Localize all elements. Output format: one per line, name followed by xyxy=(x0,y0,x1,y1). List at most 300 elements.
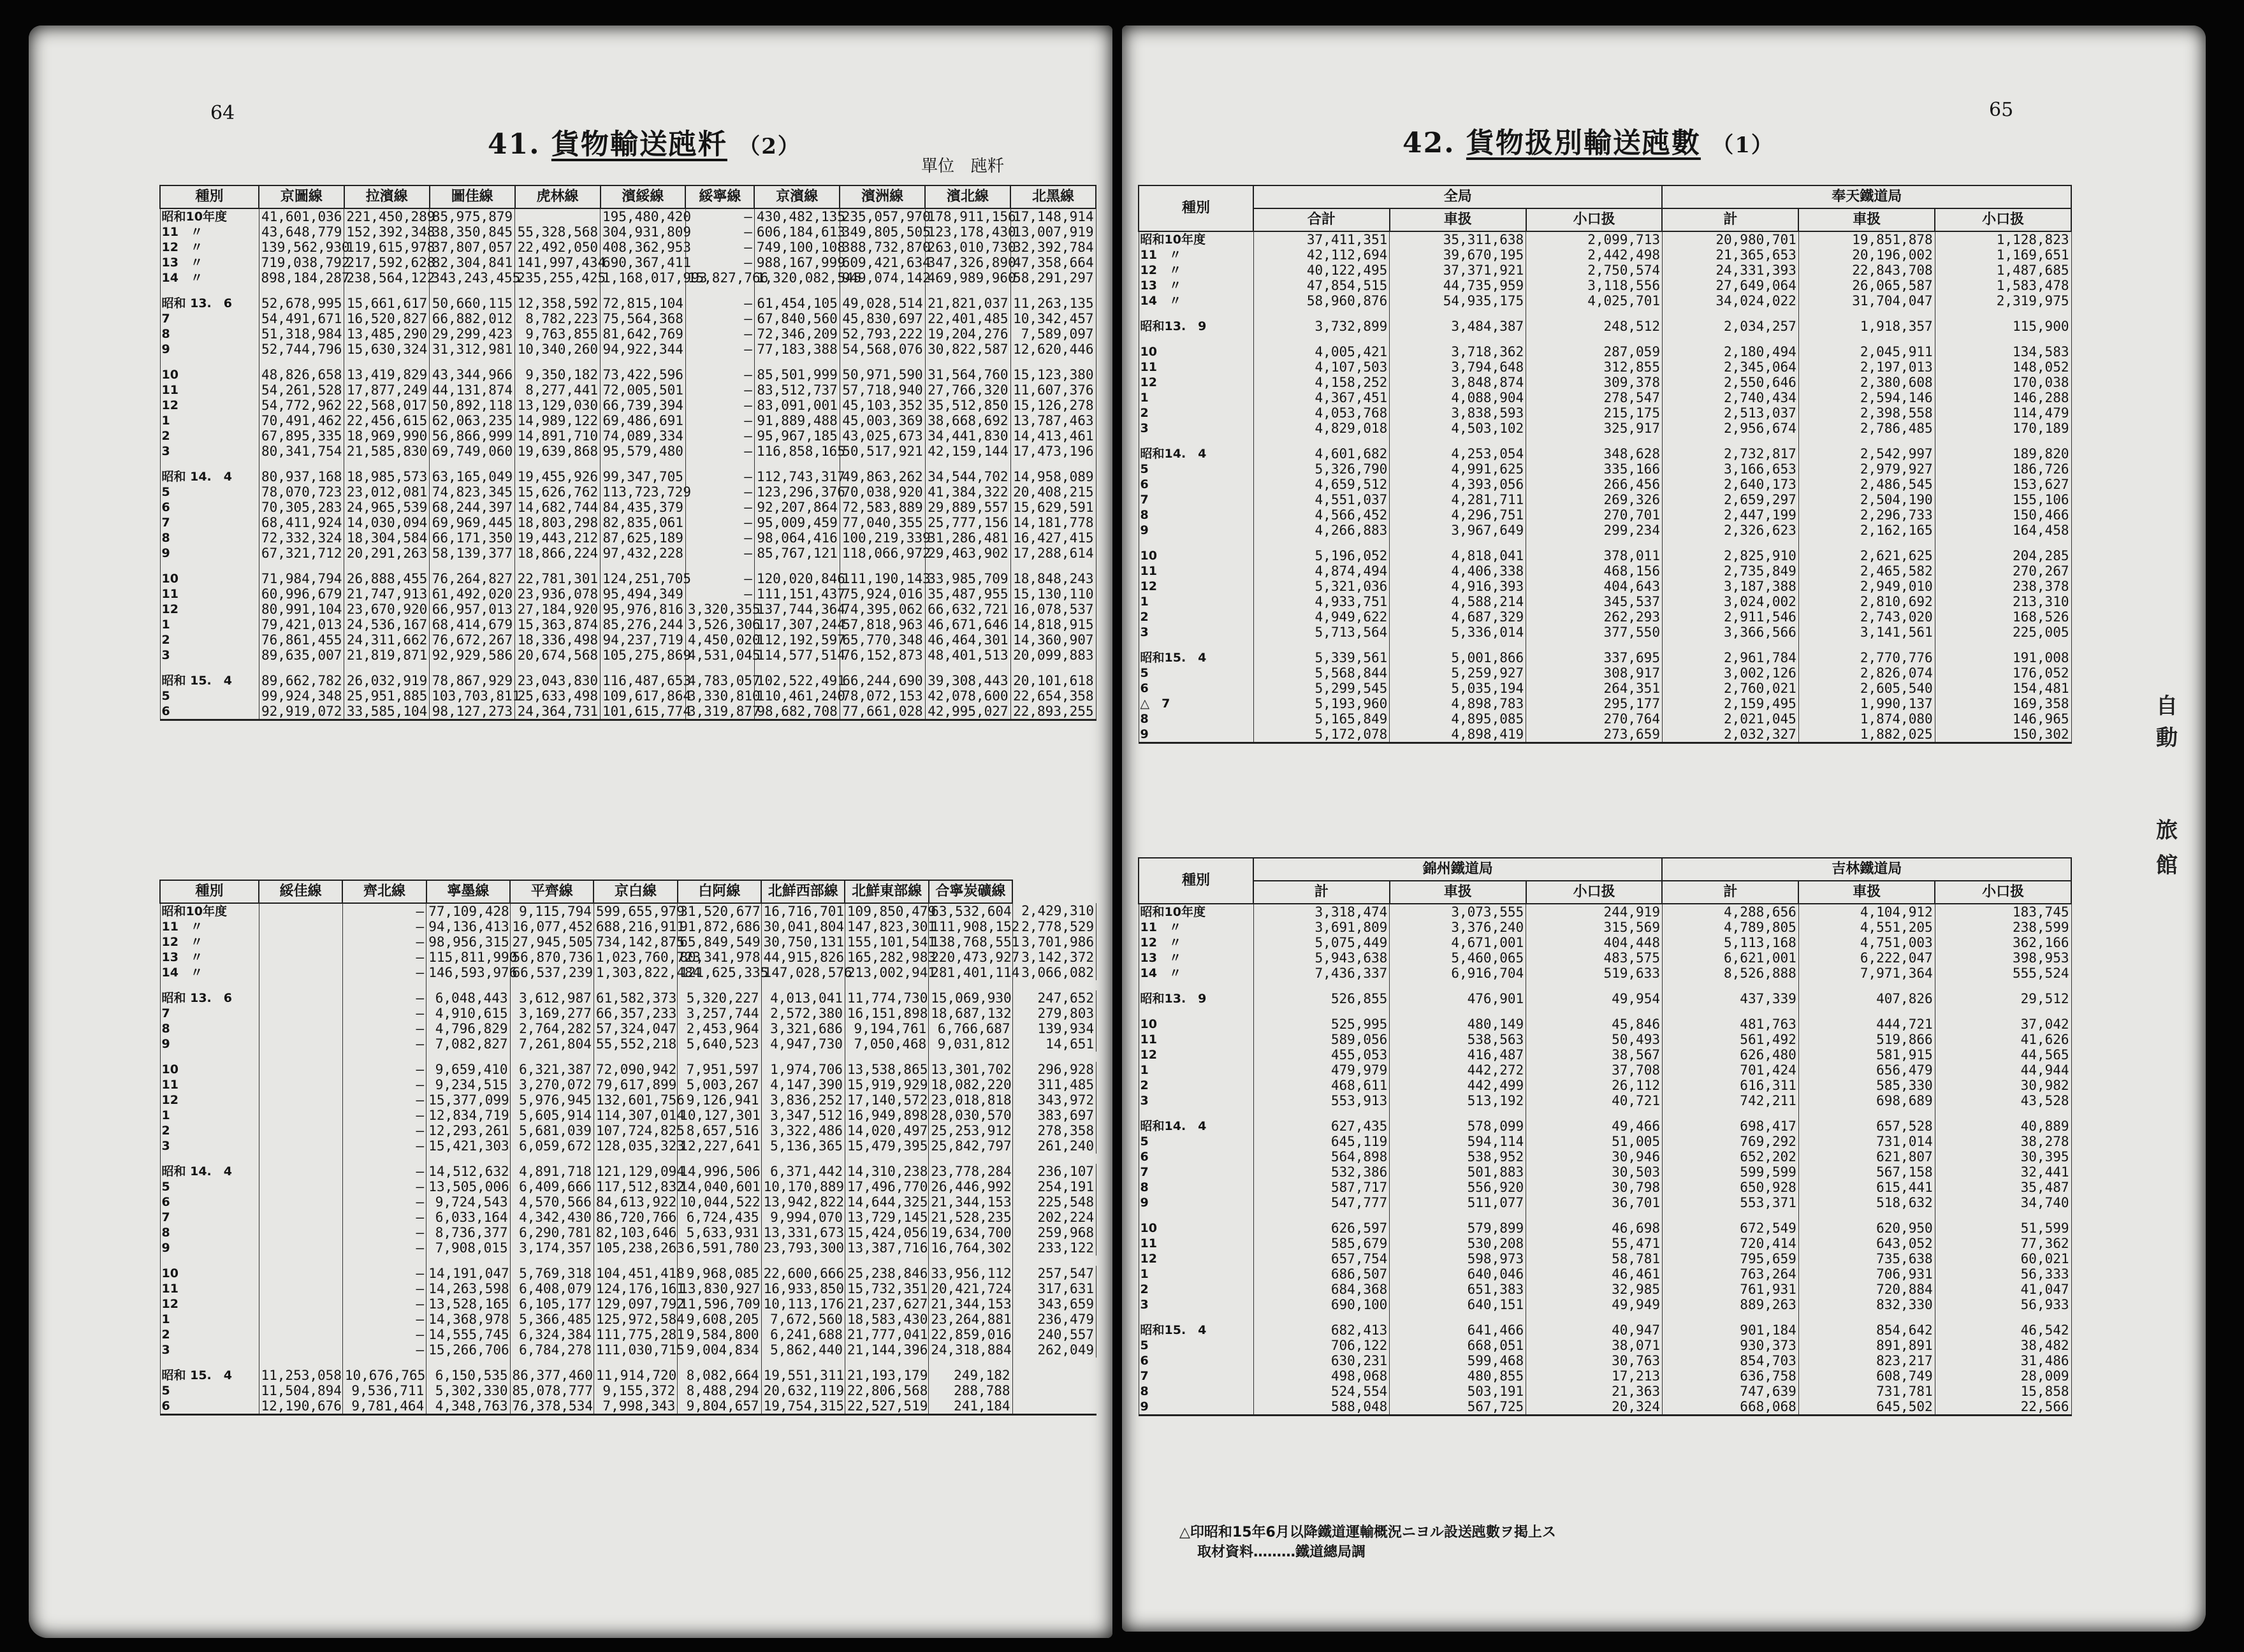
table-cell: 95,976,816 xyxy=(601,602,686,617)
table-cell: 238,599 xyxy=(1935,920,2071,935)
row-label: 8 xyxy=(1139,1180,1253,1195)
table-cell: 2,032,327 xyxy=(1662,727,1798,743)
table-cell: 4,783,057 xyxy=(685,673,754,688)
table-cell: 4,348,763 xyxy=(426,1398,510,1415)
spacer-cell xyxy=(259,1052,342,1062)
spacer-cell xyxy=(430,663,515,673)
table-cell: 641,466 xyxy=(1390,1322,1526,1338)
table-cell: 530,208 xyxy=(1390,1236,1526,1251)
table-cell: 295,177 xyxy=(1526,696,1663,711)
table-cell: 9,781,464 xyxy=(342,1398,426,1415)
row-label: 2 xyxy=(160,1327,259,1342)
table-cell: 14,310,238 xyxy=(845,1164,928,1179)
spacer-cell xyxy=(925,357,1010,367)
table-cell: 51,318,984 xyxy=(259,326,344,342)
table-cell: 34,544,702 xyxy=(925,469,1010,484)
table-cell: 147,823,301 xyxy=(845,919,928,934)
spacer-cell xyxy=(1526,640,1663,650)
table-cell: 556,920 xyxy=(1390,1180,1526,1195)
table-cell: 41,601,036 xyxy=(259,208,344,224)
table-cell: 14,360,907 xyxy=(1010,632,1096,648)
table-row xyxy=(160,515,1096,530)
table-row xyxy=(1139,681,2071,696)
table-cell: 18,687,132 xyxy=(929,1006,1012,1021)
table-cell: 20,980,701 xyxy=(1662,231,1798,247)
table-cell: 749,100,108 xyxy=(754,240,840,255)
table-cell: 95,494,349 xyxy=(601,586,686,602)
row-label: 昭和 15. 4 xyxy=(160,673,259,688)
spacer-cell xyxy=(1253,981,1390,991)
table-cell: 45,003,369 xyxy=(840,413,925,428)
spacer-cell xyxy=(426,1052,510,1062)
table-row xyxy=(1139,609,2071,625)
row-label: 昭和13. 9 xyxy=(1139,319,1253,334)
table-cell: 430,482,135 xyxy=(754,208,840,224)
row-label: 1 xyxy=(160,1312,259,1327)
table-cell: 40,947 xyxy=(1526,1322,1663,1338)
table-cell: 80,937,168 xyxy=(259,469,344,484)
table-cell: 2,778,529 xyxy=(1012,919,1096,934)
table-cell: 7,436,337 xyxy=(1253,966,1390,981)
spacer-cell xyxy=(1935,308,2071,319)
table-cell: 579,899 xyxy=(1390,1221,1526,1236)
table-cell: 6,241,688 xyxy=(761,1327,845,1342)
table-cell: 22,492,050 xyxy=(515,240,601,255)
page-number-right: 65 xyxy=(1989,99,2014,121)
table-cell: 5,640,523 xyxy=(678,1036,761,1052)
spacer-cell xyxy=(510,1154,594,1164)
table-cell: 645,119 xyxy=(1253,1134,1390,1149)
table-cell: 609,421,634 xyxy=(840,255,925,270)
table-cell: 742,211 xyxy=(1662,1093,1798,1108)
table-cell: 235,057,970 xyxy=(840,208,925,224)
spacer-cell xyxy=(1253,1312,1390,1322)
table-cell: 10,340,260 xyxy=(515,342,601,357)
table-cell: 14,191,047 xyxy=(426,1266,510,1281)
table-row xyxy=(1139,1251,2071,1266)
column-header: 合計 xyxy=(1253,208,1390,231)
table-cell: 4,898,783 xyxy=(1390,696,1526,711)
table-row xyxy=(1139,1093,2071,1108)
row-label: 8 xyxy=(1139,711,1253,727)
table-cell xyxy=(259,934,342,950)
table-cell: 107,724,825 xyxy=(594,1123,677,1138)
table-cell: 262,293 xyxy=(1526,609,1663,625)
table-cell: 5,136,365 xyxy=(761,1138,845,1154)
table-cell: 511,077 xyxy=(1390,1195,1526,1210)
table-cell: 9,994,070 xyxy=(761,1210,845,1225)
table-cell: 24,311,662 xyxy=(344,632,430,648)
row-label: 9 xyxy=(160,1240,259,1256)
table-cell: 17,213 xyxy=(1526,1368,1663,1384)
table-cell: 690,100 xyxy=(1253,1297,1390,1312)
spacer-cell xyxy=(1798,538,1935,548)
table-cell: 553,371 xyxy=(1662,1195,1798,1210)
row-label: 12 xyxy=(1139,579,1253,594)
table-cell: 72,815,104 xyxy=(601,296,686,311)
row-label: 2 xyxy=(160,1123,259,1138)
row-label: 昭和15. 4 xyxy=(1139,650,1253,665)
table-cell: 73,422,596 xyxy=(601,367,686,382)
table-cell: 309,378 xyxy=(1526,375,1663,390)
table-cell: 720,884 xyxy=(1798,1282,1935,1297)
table-cell: 3,024,002 xyxy=(1662,594,1798,609)
spacer-cell xyxy=(515,561,601,571)
table-cell: 111,030,715 xyxy=(594,1342,677,1358)
table-cell: 95,579,480 xyxy=(601,444,686,459)
table-cell: 49,028,514 xyxy=(840,296,925,311)
table-cell: 30,982 xyxy=(1935,1078,2071,1093)
table-cell: 76,264,827 xyxy=(430,571,515,586)
table-cell: 92,919,072 xyxy=(259,704,344,720)
table-cell xyxy=(259,1312,342,1327)
table-cell: — xyxy=(685,240,754,255)
table-cell: 398,953 xyxy=(1935,950,2071,966)
spacer-cell xyxy=(594,1154,677,1164)
spacer-cell xyxy=(160,1154,259,1164)
spacer-cell xyxy=(840,561,925,571)
table-cell: 18,336,498 xyxy=(515,632,601,648)
table-cell: 538,952 xyxy=(1390,1149,1526,1164)
table-cell: 335,166 xyxy=(1526,461,1663,477)
table-cell: 6,371,442 xyxy=(761,1164,845,1179)
table-cell: 29,299,423 xyxy=(430,326,515,342)
table-cell: 37,371,921 xyxy=(1390,263,1526,278)
column-header: 虎林線 xyxy=(515,185,601,208)
table-cell: 5,259,927 xyxy=(1390,665,1526,681)
spacer-cell xyxy=(594,1052,677,1062)
table-cell: 236,479 xyxy=(1012,1312,1096,1327)
table-cell: 17,473,196 xyxy=(1010,444,1096,459)
table-cell: 115,811,990 xyxy=(426,950,510,965)
table-cell: 5,460,065 xyxy=(1390,950,1526,966)
table-cell: 38,668,692 xyxy=(925,413,1010,428)
table-cell: 1,023,760,723 xyxy=(594,950,677,965)
spacer-cell xyxy=(1935,640,2071,650)
table-cell: 587,717 xyxy=(1253,1180,1390,1195)
table-cell: 11,263,135 xyxy=(1010,296,1096,311)
table-cell: 128,035,323 xyxy=(594,1138,677,1154)
spacer-cell xyxy=(426,1358,510,1368)
row-label: 11 xyxy=(1139,563,1253,579)
row-label: 11 xyxy=(1139,1236,1253,1251)
table-cell: — xyxy=(342,1210,426,1225)
table-cell: 4,147,390 xyxy=(761,1077,845,1092)
table-row xyxy=(160,1164,1096,1179)
table-cell: 3,118,556 xyxy=(1526,278,1663,293)
table-row xyxy=(160,1240,1096,1256)
table-cell: 30,798 xyxy=(1526,1180,1663,1195)
table-cell: 1,874,080 xyxy=(1798,711,1935,727)
table-cell: 15,421,303 xyxy=(426,1138,510,1154)
table-cell: 5,862,440 xyxy=(761,1342,845,1358)
table-cell: 769,292 xyxy=(1662,1134,1798,1149)
row-label: 9 xyxy=(160,342,259,357)
table-cell: 20,408,215 xyxy=(1010,484,1096,500)
table-cell: 640,046 xyxy=(1390,1266,1526,1282)
spacer-cell xyxy=(515,459,601,469)
table-cell: 325,917 xyxy=(1526,421,1663,436)
table-cell: 15,626,762 xyxy=(515,484,601,500)
table-cell: 4,898,419 xyxy=(1390,727,1526,743)
table-cell: 80,341,754 xyxy=(259,444,344,459)
table-cell: — xyxy=(342,1092,426,1108)
table-cell: 18,985,573 xyxy=(344,469,430,484)
spacer-cell xyxy=(1526,538,1663,548)
table-cell: 2,453,964 xyxy=(678,1021,761,1036)
table-cell xyxy=(259,1240,342,1256)
table-cell: 13,729,145 xyxy=(845,1210,928,1225)
table-cell: 20,291,263 xyxy=(344,546,430,561)
table-cell: 889,263 xyxy=(1662,1297,1798,1312)
table-cell: 17,288,614 xyxy=(1010,546,1096,561)
table-cell: 34,441,830 xyxy=(925,428,1010,444)
spacer-cell xyxy=(342,980,426,990)
spacer-cell xyxy=(1253,1006,1390,1017)
table-cell: 3,321,686 xyxy=(761,1021,845,1036)
table-cell: 21,365,653 xyxy=(1662,247,1798,263)
table-cell: 220,473,927 xyxy=(929,950,1012,965)
table-cell: 13,129,030 xyxy=(515,398,601,413)
row-label: 11 〃 xyxy=(1139,247,1253,263)
table-cell: 257,547 xyxy=(1012,1266,1096,1281)
table-row xyxy=(160,648,1096,663)
table-cell: 383,697 xyxy=(1012,1108,1096,1123)
table-cell: 13,787,463 xyxy=(1010,413,1096,428)
table-cell: 84,613,922 xyxy=(594,1194,677,1210)
title-number: 41. xyxy=(488,128,541,161)
table-cell: 4,406,338 xyxy=(1390,563,1526,579)
table-row xyxy=(1139,446,2071,461)
column-header: 北鮮東部線 xyxy=(845,880,928,903)
spacer-cell xyxy=(845,1358,928,1368)
table-cell: 5,339,561 xyxy=(1253,650,1390,665)
spacer-cell xyxy=(1662,1108,1798,1119)
table-cell: 735,638 xyxy=(1798,1251,1935,1266)
table-cell: 45,103,352 xyxy=(840,398,925,413)
table-cell: 38,350,845 xyxy=(430,224,515,240)
table-cell: — xyxy=(342,1138,426,1154)
table-cell: 688,216,911 xyxy=(594,919,677,934)
table-cell: 80,991,104 xyxy=(259,602,344,617)
table-cell: 52,678,995 xyxy=(259,296,344,311)
table-cell: 16,427,415 xyxy=(1010,530,1096,546)
spacer-cell xyxy=(1390,640,1526,650)
table-cell: 2,605,540 xyxy=(1798,681,1935,696)
row-label: 1 xyxy=(160,617,259,632)
table-cell: 5,193,960 xyxy=(1253,696,1390,711)
table-cell: 50,660,115 xyxy=(430,296,515,311)
spacer-cell xyxy=(929,1358,1012,1368)
spacer-cell xyxy=(426,1256,510,1266)
column-header: 車扱 xyxy=(1798,881,1935,904)
table-cell: 56,333 xyxy=(1935,1266,2071,1282)
table-row xyxy=(1139,1384,2071,1399)
table-cell: 21,144,396 xyxy=(845,1342,928,1358)
table-cell: 39,670,195 xyxy=(1390,247,1526,263)
table-cell: 1,918,357 xyxy=(1798,319,1935,334)
spacer-cell xyxy=(1662,308,1798,319)
spacer-cell xyxy=(259,1154,342,1164)
spacer-cell xyxy=(430,459,515,469)
column-header: 合寧炭礦線 xyxy=(929,880,1012,903)
table-cell: 2,743,020 xyxy=(1798,609,1935,625)
table-cell: 14,413,461 xyxy=(1010,428,1096,444)
row-label: 12 xyxy=(160,1092,259,1108)
table-cell: 270,701 xyxy=(1526,507,1663,523)
table-cell: 6,408,079 xyxy=(510,1281,594,1296)
table-cell: 21,193,179 xyxy=(845,1368,928,1383)
table-row xyxy=(1139,1368,2071,1384)
table-row xyxy=(1139,920,2071,935)
table-cell: 94,237,719 xyxy=(601,632,686,648)
table-cell: 4,789,805 xyxy=(1662,920,1798,935)
table-cell: 455,053 xyxy=(1253,1047,1390,1062)
table-cell: 526,855 xyxy=(1253,991,1390,1006)
table-cell: 19,639,868 xyxy=(515,444,601,459)
table-cell: 37,708 xyxy=(1526,1062,1663,1078)
table-cell: 23,018,818 xyxy=(929,1092,1012,1108)
table-cell: — xyxy=(685,530,754,546)
table-cell: 15,377,099 xyxy=(426,1092,510,1108)
table-cell: 3,141,561 xyxy=(1798,625,1935,640)
table-cell: 26,065,587 xyxy=(1798,278,1935,293)
table-cell: — xyxy=(342,1194,426,1210)
spacer-cell xyxy=(160,357,259,367)
table-cell: — xyxy=(685,586,754,602)
spacer-cell xyxy=(840,663,925,673)
row-label: 7 xyxy=(1139,492,1253,507)
table-cell: 1,128,823 xyxy=(1935,231,2071,247)
table-cell: 65,849,549 xyxy=(678,934,761,950)
table-cell: 44,915,826 xyxy=(761,950,845,965)
table-cell: 3,318,474 xyxy=(1253,904,1390,920)
row-label: 11 〃 xyxy=(160,224,259,240)
table-cell: 46,542 xyxy=(1935,1322,2071,1338)
table-cell: 148,052 xyxy=(1935,359,2071,375)
row-label: 2 xyxy=(1139,609,1253,625)
spacer-cell xyxy=(1526,1108,1663,1119)
row-label: 1 xyxy=(1139,1266,1253,1282)
table-cell: 13,007,919 xyxy=(1010,224,1096,240)
table-row xyxy=(1139,711,2071,727)
table-row xyxy=(1139,625,2071,640)
table-cell: 2,825,910 xyxy=(1662,548,1798,563)
table-cell: 2,810,692 xyxy=(1798,594,1935,609)
table-cell: 13,505,006 xyxy=(426,1179,510,1194)
column-header: 白阿線 xyxy=(678,880,761,903)
row-label: 12 xyxy=(1139,1047,1253,1062)
table-cell: 442,499 xyxy=(1390,1078,1526,1093)
table-cell: 16,764,302 xyxy=(929,1240,1012,1256)
row-label: 8 xyxy=(1139,507,1253,523)
table-cell: 5,302,330 xyxy=(426,1383,510,1398)
table-cell xyxy=(259,950,342,965)
table-cell: — xyxy=(685,484,754,500)
table-cell: 4,342,430 xyxy=(510,1210,594,1225)
table-cell: 4,551,037 xyxy=(1253,492,1390,507)
table-cell: 186,726 xyxy=(1935,461,2071,477)
table-cell: 92,207,864 xyxy=(754,500,840,515)
table-cell: 317,631 xyxy=(1012,1281,1096,1296)
table-cell: 18,304,584 xyxy=(344,530,430,546)
table-cell: 6,105,177 xyxy=(510,1296,594,1312)
spacer-cell xyxy=(515,663,601,673)
table-cell: — xyxy=(342,990,426,1006)
spacer-cell xyxy=(259,663,344,673)
table-cell: 109,850,479 xyxy=(845,903,928,919)
spacer-cell xyxy=(1662,1312,1798,1322)
row-label: 8 xyxy=(160,326,259,342)
table-cell: 524,554 xyxy=(1253,1384,1390,1399)
table-cell: 2,486,545 xyxy=(1798,477,1935,492)
table-cell: 3,002,126 xyxy=(1662,665,1798,681)
table-cell: 98,682,708 xyxy=(754,704,840,720)
table-cell: 70,305,283 xyxy=(259,500,344,515)
table-cell: 67,321,712 xyxy=(259,546,344,561)
table-cell: — xyxy=(342,934,426,950)
table-cell: 30,395 xyxy=(1935,1149,2071,1164)
spacer-cell xyxy=(1662,436,1798,446)
column-header: 拉濱線 xyxy=(344,185,430,208)
table-cell: — xyxy=(342,1327,426,1342)
column-header: 綏佳線 xyxy=(259,880,342,903)
spacer-cell xyxy=(344,663,430,673)
spacer-cell xyxy=(678,980,761,990)
table-cell: 241,184 xyxy=(929,1398,1012,1415)
table-cell: 588,048 xyxy=(1253,1399,1390,1416)
spacer-cell xyxy=(342,1052,426,1062)
table-cell: 5,299,545 xyxy=(1253,681,1390,696)
table-row xyxy=(160,326,1096,342)
column-header: 齊北線 xyxy=(342,880,426,903)
table-cell: 9,126,941 xyxy=(678,1092,761,1108)
table-cell: 47,854,515 xyxy=(1253,278,1390,293)
table-cell: 77,109,428 xyxy=(426,903,510,919)
table-cell: 204,285 xyxy=(1935,548,2071,563)
table-cell: 5,320,227 xyxy=(678,990,761,1006)
row-label: 6 xyxy=(1139,477,1253,492)
spacer-cell xyxy=(1253,538,1390,548)
table-cell: 4,025,701 xyxy=(1526,293,1663,308)
table-cell: 66,632,721 xyxy=(925,602,1010,617)
table-row xyxy=(1139,594,2071,609)
table-row xyxy=(1139,523,2071,538)
table-cell: 11,914,720 xyxy=(594,1368,677,1383)
spacer-cell xyxy=(761,1358,845,1368)
table-cell: 62,063,235 xyxy=(430,413,515,428)
table-cell: 37,042 xyxy=(1935,1017,2071,1032)
table-cell xyxy=(259,1021,342,1036)
table-cell: 14,040,601 xyxy=(678,1179,761,1194)
table-cell: 6,048,443 xyxy=(426,990,510,1006)
table-row xyxy=(160,1398,1096,1415)
spacer-cell xyxy=(1662,981,1798,991)
table-cell: 138,768,551 xyxy=(929,934,1012,950)
spacer-cell xyxy=(1139,334,1253,344)
table-cell: 22,600,666 xyxy=(761,1266,845,1281)
table-cell: 38,482 xyxy=(1935,1338,2071,1353)
table-cell: 3,526,306 xyxy=(685,617,754,632)
row-label: 2 xyxy=(1139,1282,1253,1297)
table-cell: 66,957,013 xyxy=(430,602,515,617)
table-cell: 9,234,515 xyxy=(426,1077,510,1092)
table-cell: 123,178,430 xyxy=(925,224,1010,240)
row-label: 3 xyxy=(160,444,259,459)
table-cell: 4,088,904 xyxy=(1390,390,1526,405)
column-header: 京圖線 xyxy=(259,185,344,208)
table-cell: 15,069,930 xyxy=(929,990,1012,1006)
